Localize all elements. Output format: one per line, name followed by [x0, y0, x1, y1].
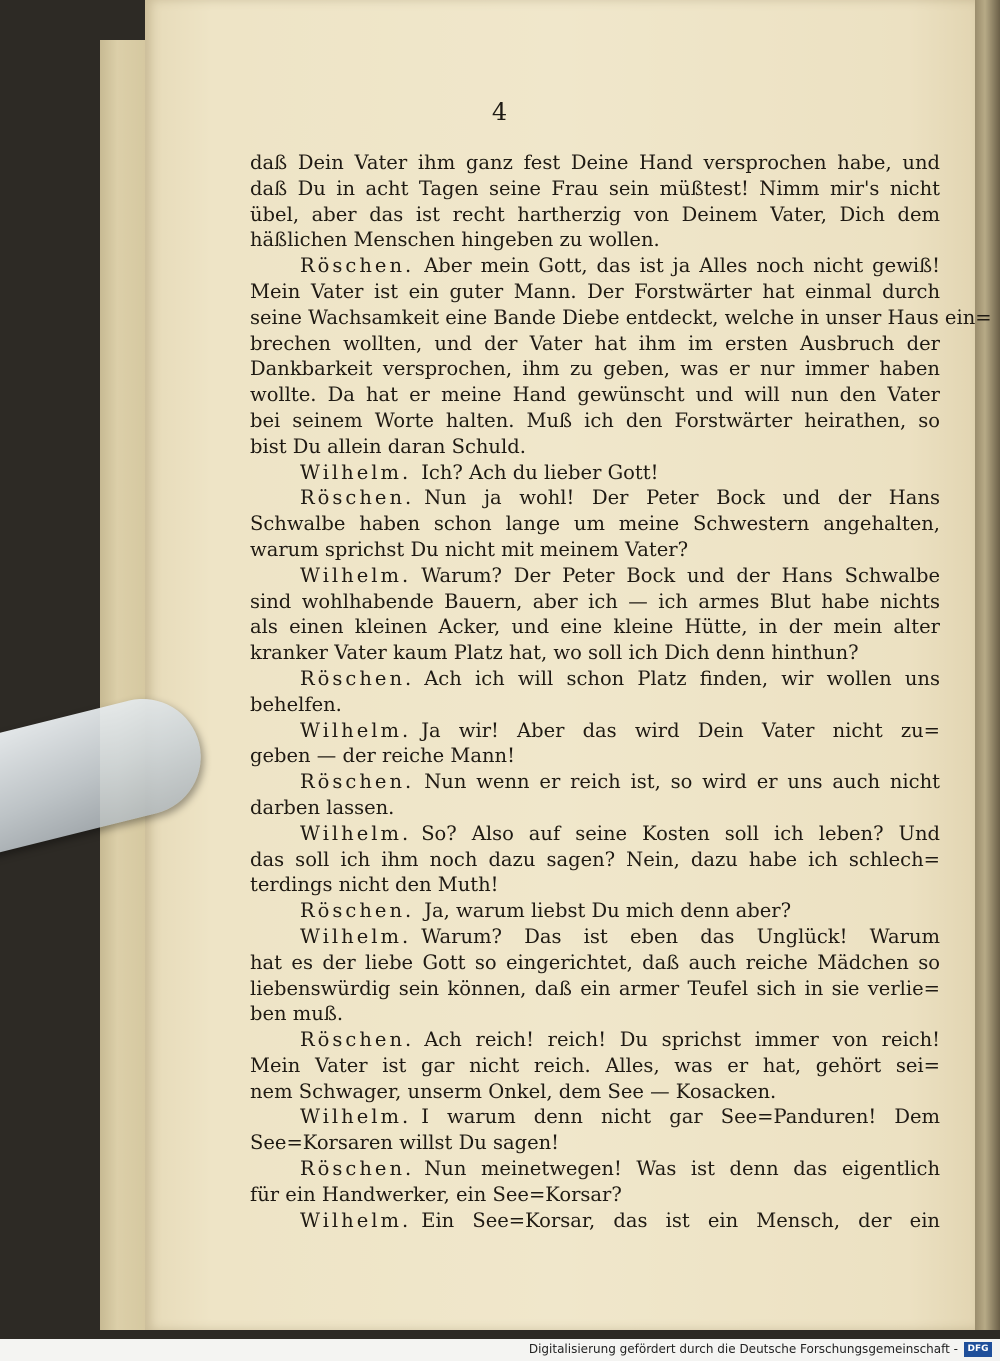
text-line — [300, 563, 940, 589]
dfg-logo: DFG — [964, 1342, 992, 1357]
text-line — [250, 408, 940, 434]
text-line — [300, 1208, 940, 1234]
text-line — [250, 434, 940, 460]
line-text: Ein See=Korsar, das ist ein Mensch, der ein — [421, 1208, 940, 1232]
text-line — [250, 1182, 940, 1208]
speaker-name: Wilhelm. — [300, 718, 412, 742]
line-text: geben — der reiche Mann! — [250, 744, 515, 768]
speaker-name: Röschen. — [300, 770, 415, 794]
line-text: als einen kleinen Acker, und eine kleine Hütte, in der mein alter — [250, 615, 940, 639]
text-line — [250, 1079, 940, 1105]
text-line — [250, 202, 940, 228]
text-line — [250, 743, 940, 769]
text-line — [250, 1001, 940, 1027]
text-line — [250, 382, 940, 408]
line-text: Mein Vater ist gar nicht reich. Alles, was er hat, gehört sei= — [250, 1053, 940, 1077]
text-line — [250, 847, 940, 873]
line-text: wollte. Da hat er meine Hand gewünscht und will nun den Vater — [250, 383, 940, 407]
line-text: So? Also auf seine Kosten soll ich leben? Und — [421, 821, 940, 845]
text-line — [250, 950, 940, 976]
speaker-name: Wilhelm. — [300, 924, 412, 948]
text-line — [300, 718, 940, 744]
text-line — [250, 614, 940, 640]
text-line — [250, 795, 940, 821]
text-line — [250, 176, 940, 202]
text-line — [250, 692, 940, 718]
text-line — [250, 150, 940, 176]
line-text: Ich? Ach du lieber Gott! — [421, 460, 659, 484]
text-line — [250, 227, 940, 253]
line-text: terdings nicht den Muth! — [250, 873, 499, 897]
text-line — [250, 976, 940, 1002]
line-text: bei seinem Worte halten. Muß ich den Forstwärter heirathen, so — [250, 408, 940, 432]
text-line — [300, 460, 940, 486]
text-line — [300, 898, 940, 924]
line-text: kranker Vater kaum Platz hat, wo soll ich Dich denn hinthun? — [250, 641, 859, 665]
line-text: nem Schwager, unserm Onkel, dem See — Kosacken. — [250, 1079, 777, 1103]
line-text: hat es der liebe Gott so eingerichtet, daß auch reiche Mädchen so — [250, 950, 940, 974]
text-line — [250, 872, 940, 898]
line-text: ben muß. — [250, 1002, 344, 1026]
line-text: häßlichen Menschen hingeben zu wollen. — [250, 228, 660, 252]
text-line — [250, 305, 992, 331]
line-text: übel, aber das ist recht hartherzig von Deinem Vater, Dich dem — [250, 202, 940, 226]
line-text: Ja wir! Aber das wird Dein Vater nicht zu= — [421, 718, 940, 742]
text-line — [250, 331, 940, 357]
text-line — [250, 1130, 940, 1156]
line-text: liebenswürdig sein können, daß ein armer Teufel sich in sie verlie= — [250, 976, 940, 1000]
speaker-name: Wilhelm. — [300, 460, 412, 484]
text-line — [300, 821, 940, 847]
line-text: Schwalbe haben schon lange um meine Schwestern angehalten, — [250, 512, 940, 536]
line-text: brechen wollten, und der Vater hat ihm im ersten Ausbruch der — [250, 331, 940, 355]
page-right-edge — [975, 0, 1000, 1330]
line-text: das soll ich ihm noch dazu sagen? Nein, dazu habe ich schlech= — [250, 847, 940, 871]
text-line — [300, 769, 940, 795]
line-text: I warum denn nicht gar See=Panduren! Dem — [421, 1105, 940, 1129]
text-line — [250, 589, 940, 615]
text-line — [250, 511, 940, 537]
speaker-name: Röschen. — [300, 666, 415, 690]
page-number: 4 — [491, 98, 509, 126]
text-line — [250, 640, 940, 666]
line-text: daß Dein Vater ihm ganz fest Deine Hand versprochen habe, und — [250, 151, 940, 174]
line-text: See=Korsaren willst Du sagen! — [250, 1131, 560, 1155]
line-text: sind wohlhabende Bauern, aber ich — ich armes Blut habe nichts — [250, 589, 940, 613]
line-text: Aber mein Gott, das ist ja Alles noch nicht gewiß! — [424, 254, 940, 278]
previous-page-edge — [100, 40, 150, 1330]
speaker-name: Wilhelm. — [300, 563, 412, 587]
line-text: Dankbarkeit versprochen, ihm zu geben, was er nur immer haben — [250, 357, 940, 381]
footer-credit: Digitalisierung gefördert durch die Deutsche Forschungsgemeinschaft - — [528, 1342, 958, 1356]
speaker-name: Wilhelm. — [300, 1105, 412, 1129]
line-text: Warum? Das ist eben das Unglück! Warum — [421, 924, 940, 948]
text-line — [300, 253, 940, 279]
line-text: behelfen. — [250, 692, 342, 716]
text-line — [250, 356, 940, 382]
line-text: darben lassen. — [250, 795, 395, 819]
speaker-name: Wilhelm. — [300, 821, 412, 845]
line-text: Ja, warum liebst Du mich denn aber? — [424, 899, 792, 923]
footer-bar — [0, 1339, 1000, 1361]
line-text: seine Wachsamkeit eine Bande Diebe entdeckt, welche in unser Haus ein= — [250, 305, 992, 329]
line-text: Mein Vater ist ein guter Mann. Der Forstwärter hat einmal durch — [250, 279, 940, 303]
line-text: daß Du in acht Tagen seine Frau sein müßtest! Nimm mir's nicht — [250, 176, 940, 200]
speaker-name: Röschen. — [300, 486, 415, 510]
speaker-name: Röschen. — [300, 1028, 415, 1052]
text-line — [300, 485, 940, 511]
text-line — [300, 1156, 940, 1182]
text-line — [300, 1027, 940, 1053]
line-text: Nun ja wohl! Der Peter Bock und der Hans — [424, 486, 940, 510]
text-line — [300, 666, 940, 692]
text-line — [250, 279, 940, 305]
line-text: warum sprichst Du nicht mit meinem Vater? — [250, 537, 689, 561]
speaker-name: Röschen. — [300, 254, 415, 278]
line-text: Nun wenn er reich ist, so wird er uns auch nicht — [424, 770, 940, 794]
line-text: Warum? Der Peter Bock und der Hans Schwalbe — [421, 563, 940, 587]
line-text: Ach reich! reich! Du sprichst immer von reich! — [424, 1028, 940, 1052]
text-line — [300, 1104, 940, 1130]
line-text: bist Du allein daran Schuld. — [250, 434, 526, 458]
text-line — [300, 924, 940, 950]
line-text: Nun meinetwegen! Was ist denn das eigentlich — [424, 1157, 940, 1181]
line-text: für ein Handwerker, ein See=Korsar? — [250, 1182, 622, 1206]
speaker-name: Wilhelm. — [300, 1208, 412, 1232]
speaker-name: Röschen. — [300, 1157, 415, 1181]
speaker-name: Röschen. — [300, 899, 415, 923]
page-text — [250, 150, 992, 1233]
text-line — [250, 1053, 940, 1079]
text-line — [250, 537, 940, 563]
line-text: Ach ich will schon Platz finden, wir wollen uns — [424, 666, 940, 690]
